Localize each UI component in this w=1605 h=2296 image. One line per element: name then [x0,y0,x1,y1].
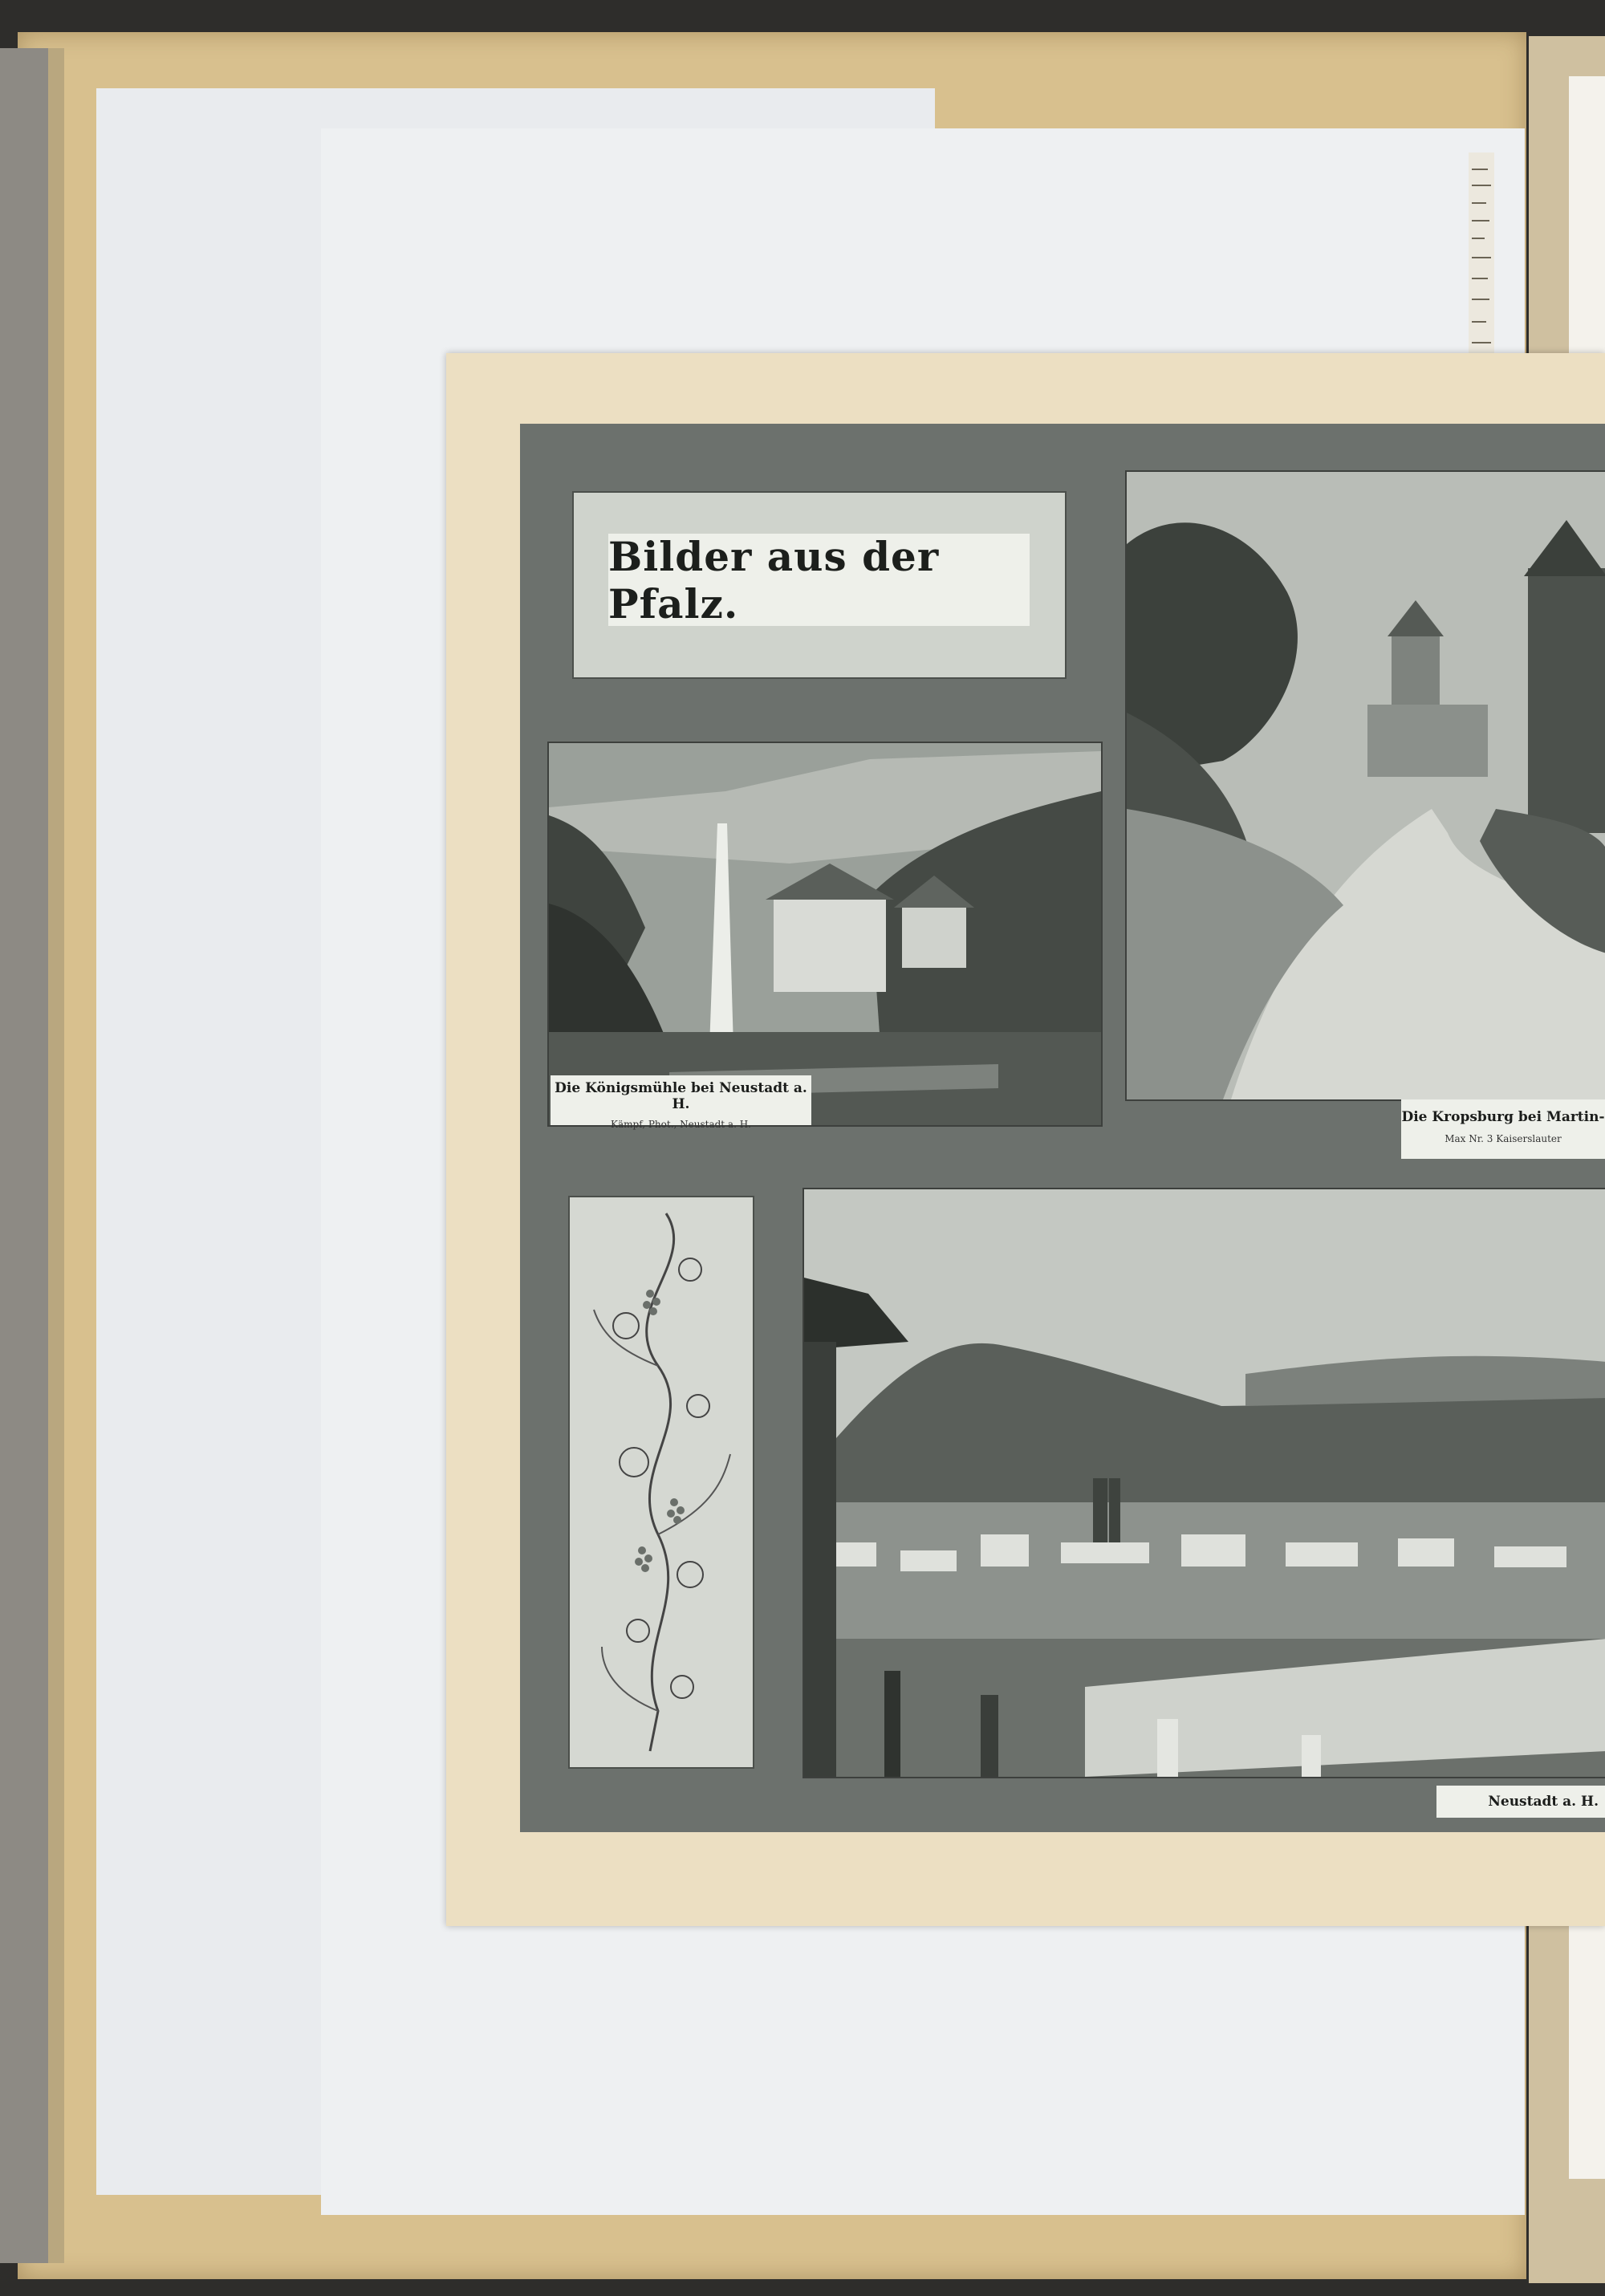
kropsburg-illustration [1127,472,1605,1099]
album-spine-edge [48,48,64,2263]
grapevine-illustration [570,1197,753,1767]
newspaper-edge-strip [1469,152,1494,361]
page-title: Bilder aus der Pfalz. [608,532,940,628]
caption-text: Die Königsmühle bei Neustadt a. H. [555,1080,807,1112]
caption-neustadt [1436,1786,1605,1818]
caption-text: Neustadt a. H. [1488,1794,1599,1810]
caption-kropsburg [1401,1099,1605,1159]
koenigsmuehle-illustration [549,743,1101,1125]
photo-credit: Max Nr. 3 Kaiserslauter [1444,1133,1562,1144]
photo-kropsburg [1125,470,1605,1101]
vine-ornament-frame [568,1196,754,1769]
caption-koenigsmuehle [551,1075,811,1130]
photo-neustadt-panorama [802,1188,1605,1778]
caption-text: Die Kropsburg bei Martin- [1401,1109,1605,1125]
photo-credit: Kämpf, Phot., Neustadt a. H. [611,1119,751,1130]
title-card [608,534,1030,626]
album-spine [0,48,48,2263]
neustadt-panorama-illustration [804,1189,1605,1777]
photo-koenigsmuehle [547,742,1103,1127]
